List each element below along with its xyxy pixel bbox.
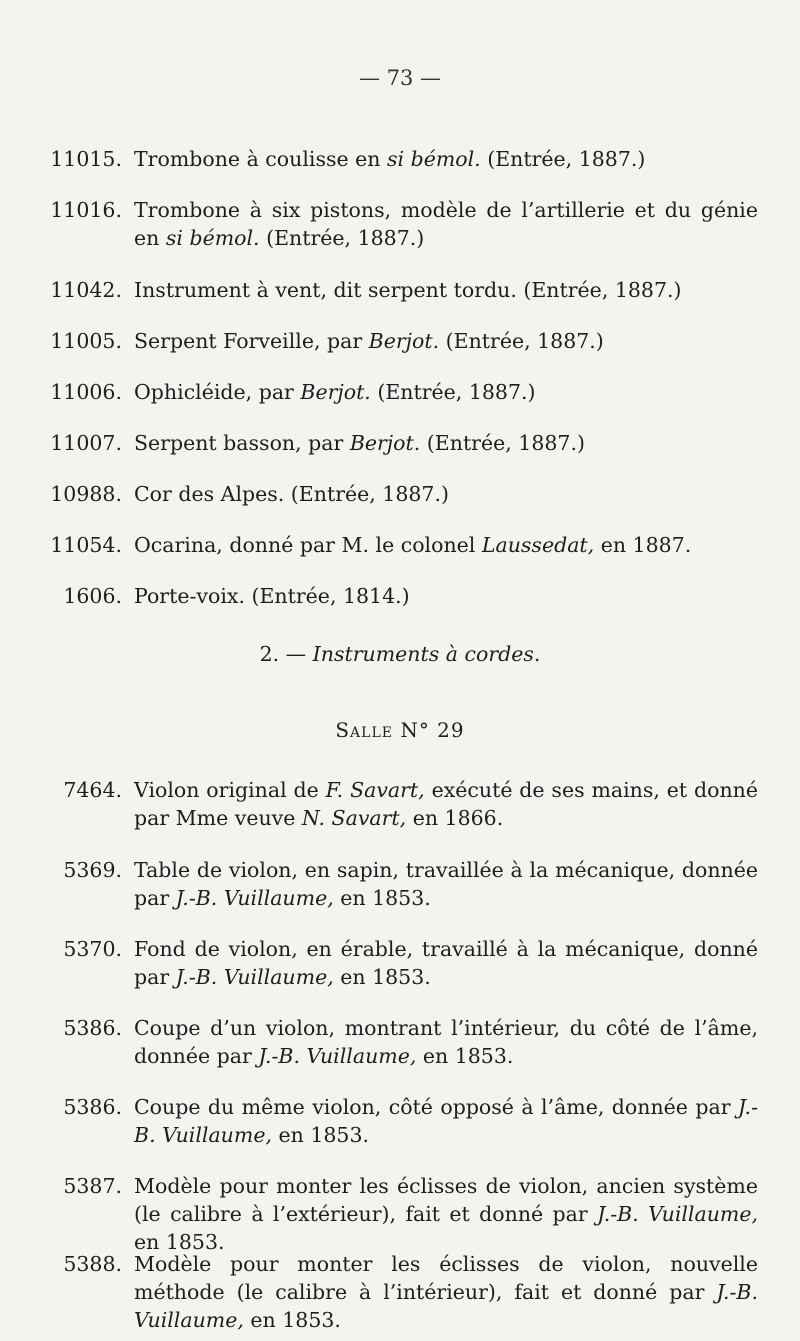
entry-number: 11054. <box>50 533 122 557</box>
entry-text: Trombone à coulisse en si bémol. (Entrée, 1887.) <box>134 147 646 171</box>
catalog-entry <box>28 1014 758 1070</box>
entry-number: 11016. <box>50 198 122 222</box>
catalog-entry <box>28 145 758 173</box>
catalog-entry <box>28 480 758 508</box>
entry-number: 5388. <box>63 1252 122 1276</box>
entry-number: 5369. <box>63 858 122 882</box>
room-title: Salle N° 29 <box>335 718 465 742</box>
catalog-entry <box>28 531 758 559</box>
entry-number: 11042. <box>50 278 122 302</box>
catalog-entry <box>28 856 758 912</box>
entry-number: 11006. <box>50 380 122 404</box>
entry-text: Instrument à vent, dit serpent tordu. (Entrée, 1887.) <box>134 278 682 302</box>
entry-text: Ophicléide, par Berjot. (Entrée, 1887.) <box>134 380 536 404</box>
catalog-entry <box>28 1093 758 1149</box>
entry-number: 11007. <box>50 431 122 455</box>
catalog-entry <box>28 327 758 355</box>
catalog-entry <box>28 935 758 991</box>
entry-number: 10988. <box>50 482 122 506</box>
entry-text: Ocarina, donné par M. le colonel Laussedat, en 1887. <box>134 533 692 557</box>
entry-number: 5370. <box>63 937 122 961</box>
entry-number: 1606. <box>63 584 122 608</box>
entry-text: Violon original de F. Savart, exécuté de ses mains, et donné par Mme veuve N. Savart, en 1866. <box>134 778 759 830</box>
catalog-entry <box>28 582 758 610</box>
entry-text: Coupe du même violon, côté opposé à l’âme, donnée par J.-B. Vuillaume, en 1853. <box>134 1095 758 1147</box>
catalog-entry <box>28 276 758 304</box>
entry-text: Cor des Alpes. (Entrée, 1887.) <box>134 482 449 506</box>
entry-number: 11015. <box>50 147 122 171</box>
entry-number: 7464. <box>63 778 122 802</box>
catalog-entry <box>28 196 758 252</box>
entry-text: Fond de violon, en érable, travaillé à la mécanique, donné par J.-B. Vuillaume, en 1853. <box>134 937 758 989</box>
entry-text: Serpent Forveille, par Berjot. (Entrée, 1887.) <box>134 329 604 353</box>
entry-text: Modèle pour monter les éclisses de violon, ancien système (le calibre à l’extérieur), fait et donné par J.-B. Vuillaume, en 1853. <box>134 1174 759 1254</box>
entry-text: Modèle pour monter les éclisses de violon, nouvelle méthode (le calibre à l’intérieur), fait et donné par J.-B. Vuillaume, en 1853. <box>134 1252 758 1332</box>
entry-text: Coupe d’un violon, montrant l’intérieur, du côté de l’âme, donnée par J.-B. Vuillaume, en 1853. <box>134 1016 758 1068</box>
catalog-entry <box>28 378 758 406</box>
entry-number: 5386. <box>63 1016 122 1040</box>
section-title: 2. — Instruments à cordes. <box>259 642 541 666</box>
entry-text: Table de violon, en sapin, travaillée à la mécanique, donnée par J.-B. Vuillaume, en 1853. <box>134 858 758 910</box>
entry-number: 11005. <box>50 329 122 353</box>
entry-number: 5387. <box>63 1174 122 1198</box>
catalog-entry <box>28 1172 758 1256</box>
entry-text: Trombone à six pistons, modèle de l’artillerie et du génie en si bémol. (Entrée, 1887.) <box>134 198 758 250</box>
entry-text: Serpent basson, par Berjot. (Entrée, 1887.) <box>134 431 585 455</box>
catalog-entry <box>28 776 758 832</box>
catalog-entry <box>28 429 758 457</box>
entry-text: Porte-voix. (Entrée, 1814.) <box>134 584 410 608</box>
catalog-entry <box>28 1250 758 1334</box>
page-number: — 73 — <box>358 66 442 90</box>
entry-number: 5386. <box>63 1095 122 1119</box>
